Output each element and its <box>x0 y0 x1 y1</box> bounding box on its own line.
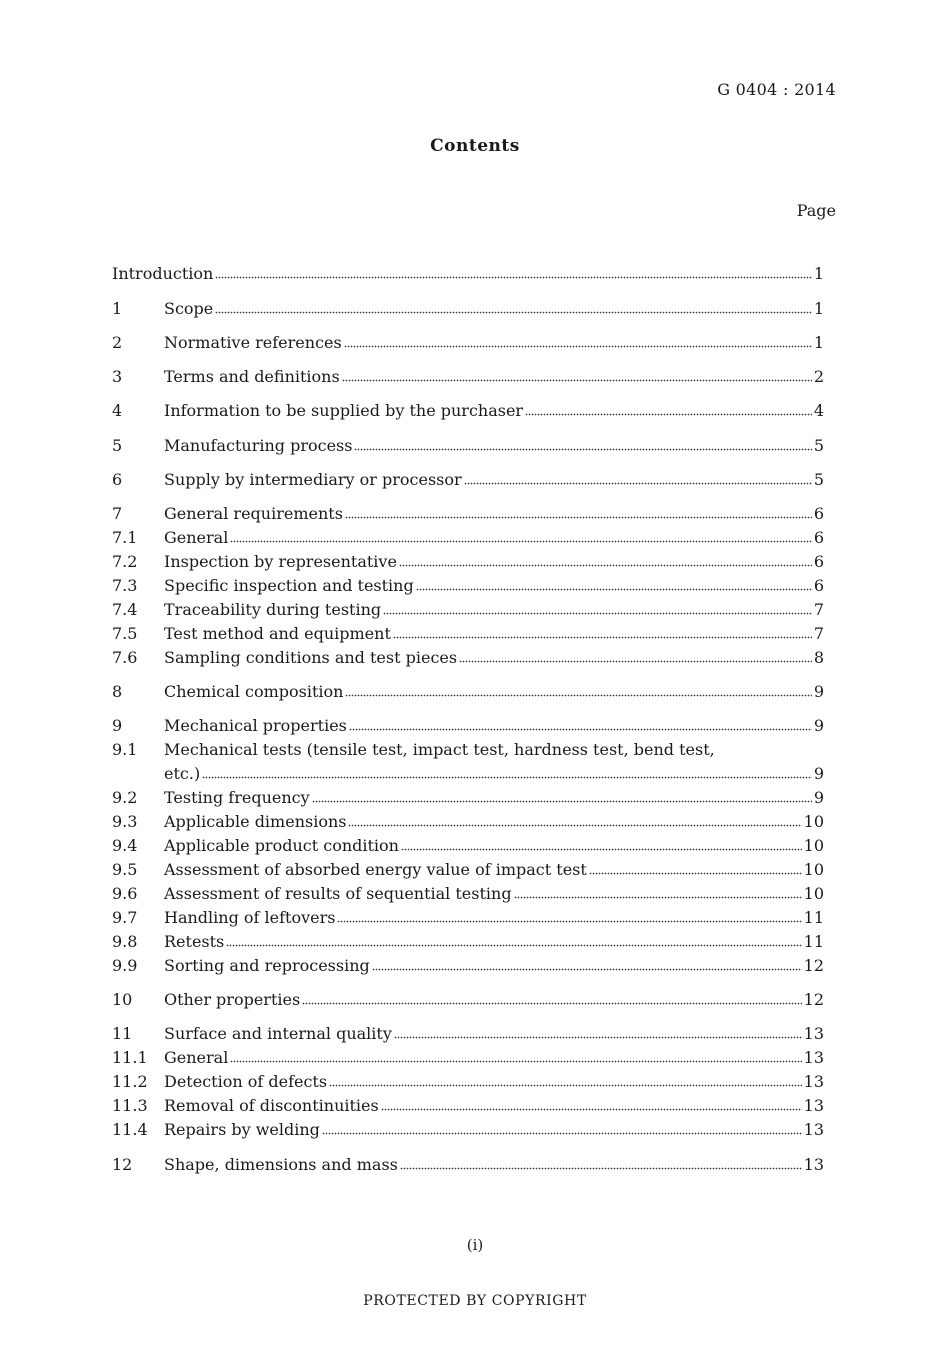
toc-entry-number: 3 <box>112 367 123 386</box>
toc-entry-number: 9.6 <box>112 884 138 903</box>
toc-entry-continuation[interactable] <box>112 763 824 785</box>
toc-entry-page: 1 <box>813 299 824 318</box>
toc-entry-page: 6 <box>813 576 824 595</box>
toc-entry-title: Introduction <box>112 264 214 283</box>
dot-leader <box>302 989 801 1005</box>
toc-entry-number: 9.2 <box>112 788 138 807</box>
standard-id: G 0404 : 2014 <box>717 80 836 99</box>
toc-entry[interactable] <box>112 400 824 422</box>
toc-entry-title: Specific inspection and testing <box>164 576 414 595</box>
dot-leader <box>349 715 812 731</box>
toc-entry-page: 13 <box>803 1120 824 1139</box>
dot-leader <box>354 435 811 451</box>
toc-entry-page: 2 <box>813 367 824 386</box>
dot-leader <box>348 811 801 827</box>
toc-entry-page: 13 <box>803 1048 824 1067</box>
toc-entry-title: Retests <box>164 932 225 951</box>
toc-entry[interactable] <box>112 366 824 388</box>
toc-entry[interactable] <box>112 739 824 761</box>
toc-entry-number: 7.6 <box>112 648 138 667</box>
toc-entry-page: 5 <box>813 436 824 455</box>
dot-leader <box>230 527 811 543</box>
toc-entry[interactable] <box>112 681 824 703</box>
toc-entry-page: 11 <box>803 932 824 951</box>
toc-entry-page: 13 <box>803 1024 824 1043</box>
toc-entry[interactable] <box>112 1047 824 1069</box>
toc-entry[interactable] <box>112 1119 824 1141</box>
toc-entry-title: Handling of leftovers <box>164 908 336 927</box>
toc-entry-page: 1 <box>813 264 824 283</box>
toc-entry[interactable] <box>112 332 824 354</box>
toc-entry-title: Terms and definitions <box>164 367 340 386</box>
toc-entry[interactable] <box>112 503 824 525</box>
toc-entry-number: 7.5 <box>112 624 138 643</box>
toc-entry-title: Applicable product condition <box>164 836 399 855</box>
toc-entry-title: Shape, dimensions and mass <box>164 1155 398 1174</box>
dot-leader <box>215 298 812 314</box>
toc-entry-page: 10 <box>803 860 824 879</box>
dot-leader <box>322 1119 802 1135</box>
toc-entry[interactable] <box>112 907 824 929</box>
toc-entry-page: 10 <box>803 836 824 855</box>
toc-entry-title: Mechanical properties <box>164 716 347 735</box>
toc-entry-page: 6 <box>813 528 824 547</box>
toc-entry-title: Applicable dimensions <box>164 812 347 831</box>
dot-leader <box>383 599 812 615</box>
toc-entry-page: 12 <box>803 956 824 975</box>
toc-entry-page: 7 <box>813 600 824 619</box>
toc-entry[interactable] <box>112 1154 824 1176</box>
dot-leader <box>345 503 812 519</box>
toc-entry-title: Mechanical tests (tensile test, impact test, hardness test, bend test, <box>164 740 715 759</box>
toc-entry-number: 9.8 <box>112 932 138 951</box>
dot-leader <box>372 955 802 971</box>
toc-entry-number: 11.4 <box>112 1120 148 1139</box>
dot-leader <box>230 1047 801 1063</box>
toc-entry-page: 1 <box>813 333 824 352</box>
dot-leader <box>329 1071 802 1087</box>
toc-entry[interactable] <box>112 1023 824 1045</box>
toc-entry-number: 9.7 <box>112 908 138 927</box>
toc-entry-page: 12 <box>803 990 824 1009</box>
toc-entry-number: 8 <box>112 682 123 701</box>
toc-entry-number: 10 <box>112 990 133 1009</box>
toc-entry-number: 9.4 <box>112 836 138 855</box>
toc-entry[interactable] <box>112 811 824 833</box>
dot-leader <box>202 763 812 779</box>
dot-leader <box>464 469 812 485</box>
toc-entry-page: 4 <box>813 401 824 420</box>
toc-entry-title: Inspection by representative <box>164 552 397 571</box>
toc-entry[interactable] <box>112 1095 824 1117</box>
toc-entry-number: 7.1 <box>112 528 138 547</box>
toc-entry-number: 9 <box>112 716 123 735</box>
toc-entry-number: 11.1 <box>112 1048 148 1067</box>
toc-entry-title: Assessment of absorbed energy value of impact test <box>164 860 587 879</box>
toc-entry-title: Sampling conditions and test pieces <box>164 648 458 667</box>
dot-leader <box>514 883 802 899</box>
toc-entry-title: Sorting and reprocessing <box>164 956 370 975</box>
toc-entry[interactable] <box>112 715 824 737</box>
copyright-notice: PROTECTED BY COPYRIGHT <box>363 1293 587 1309</box>
dot-leader <box>342 366 812 382</box>
toc-entry-page: 13 <box>803 1155 824 1174</box>
dot-leader <box>459 647 812 663</box>
toc-entry[interactable] <box>112 469 824 491</box>
toc-entry-title: Normative references <box>164 333 342 352</box>
toc-entry-page: 5 <box>813 470 824 489</box>
toc-entry[interactable] <box>112 787 824 809</box>
toc-entry-number: 2 <box>112 333 123 352</box>
dot-leader <box>401 835 802 851</box>
toc-entry-number: 6 <box>112 470 123 489</box>
dot-leader <box>393 623 812 639</box>
toc-entry-page: 6 <box>813 504 824 523</box>
toc-entry-title: General <box>164 528 229 547</box>
toc-entry[interactable] <box>112 263 824 285</box>
dot-leader <box>344 332 812 348</box>
dot-leader <box>525 400 812 416</box>
toc-entry-number: 9.5 <box>112 860 138 879</box>
toc-entry[interactable] <box>112 989 824 1011</box>
toc-entry-page: 9 <box>813 764 824 783</box>
toc-entry-title: Traceability during testing <box>164 600 382 619</box>
toc-entry-title-continued: etc.) <box>164 764 201 783</box>
toc-entry-title: General <box>164 1048 229 1067</box>
toc-entry-number: 11.3 <box>112 1096 148 1115</box>
toc-entry-title: Chemical composition <box>164 682 344 701</box>
dot-leader <box>345 681 811 697</box>
toc-entry-number: 7.4 <box>112 600 138 619</box>
toc-entry-page: 8 <box>813 648 824 667</box>
toc-entry[interactable] <box>112 599 824 621</box>
toc-entry[interactable] <box>112 623 824 645</box>
toc-entry-title: Repairs by welding <box>164 1120 320 1139</box>
toc-entry-page: 6 <box>813 552 824 571</box>
toc-entry-title: Information to be supplied by the purchaser <box>164 401 524 420</box>
toc-entry-number: 7 <box>112 504 123 523</box>
toc-entry[interactable] <box>112 883 824 905</box>
toc-entry-page: 13 <box>803 1072 824 1091</box>
dot-leader <box>399 551 812 567</box>
toc-entry-page: 11 <box>803 908 824 927</box>
toc-entry-title: Testing frequency <box>164 788 310 807</box>
toc-entry-number: 11.2 <box>112 1072 148 1091</box>
toc-entry-page: 10 <box>803 884 824 903</box>
contents-heading: Contents <box>430 136 520 156</box>
toc-entry[interactable] <box>112 575 824 597</box>
dot-leader <box>381 1095 802 1111</box>
toc-entry-number: 7.2 <box>112 552 138 571</box>
toc-entry-page: 13 <box>803 1096 824 1115</box>
dot-leader <box>337 907 801 923</box>
toc-entry-title: Scope <box>164 299 214 318</box>
toc-entry[interactable] <box>112 647 824 669</box>
toc-entry[interactable] <box>112 298 824 320</box>
toc-entry-number: 9.9 <box>112 956 138 975</box>
toc-entry-title: General requirements <box>164 504 343 523</box>
toc-entry-number: 7.3 <box>112 576 138 595</box>
dot-leader <box>312 787 812 803</box>
toc-entry[interactable] <box>112 1071 824 1093</box>
toc-entry-page: 9 <box>813 788 824 807</box>
toc-entry[interactable] <box>112 527 824 549</box>
dot-leader <box>400 1154 802 1170</box>
toc-entry-title: Surface and internal quality <box>164 1024 392 1043</box>
toc-entry-title: Detection of defects <box>164 1072 328 1091</box>
toc-entry-number: 1 <box>112 299 123 318</box>
toc-entry-number: 9.1 <box>112 740 138 759</box>
toc-entry[interactable] <box>112 551 824 573</box>
toc-entry[interactable] <box>112 835 824 857</box>
toc-entry-number: 9.3 <box>112 812 138 831</box>
toc-entry-number: 5 <box>112 436 123 455</box>
toc-entry-number: 11 <box>112 1024 133 1043</box>
toc-entry-title: Removal of discontinuities <box>164 1096 379 1115</box>
toc-entry-number: 4 <box>112 401 123 420</box>
toc-entry-title: Other properties <box>164 990 301 1009</box>
toc-entry-title: Supply by intermediary or processor <box>164 470 462 489</box>
toc-entry-number: 12 <box>112 1155 133 1174</box>
toc-entry[interactable] <box>112 931 824 953</box>
dot-leader <box>226 931 801 947</box>
toc-entry[interactable] <box>112 435 824 457</box>
toc-entry-page: 9 <box>813 682 824 701</box>
toc-entry-title: Manufacturing process <box>164 436 353 455</box>
toc-entry-page: 9 <box>813 716 824 735</box>
dot-leader <box>215 263 811 279</box>
page-column-label: Page <box>796 201 836 220</box>
toc-entry[interactable] <box>112 955 824 977</box>
footer-page-number: (i) <box>466 1236 484 1254</box>
toc-entry-page: 7 <box>813 624 824 643</box>
dot-leader <box>589 859 802 875</box>
toc-entry[interactable] <box>112 859 824 881</box>
toc-entry-page: 10 <box>803 812 824 831</box>
dot-leader <box>394 1023 802 1039</box>
toc-entry-title: Test method and equipment <box>164 624 391 643</box>
dot-leader <box>416 575 812 591</box>
toc-entry-title: Assessment of results of sequential testing <box>164 884 512 903</box>
